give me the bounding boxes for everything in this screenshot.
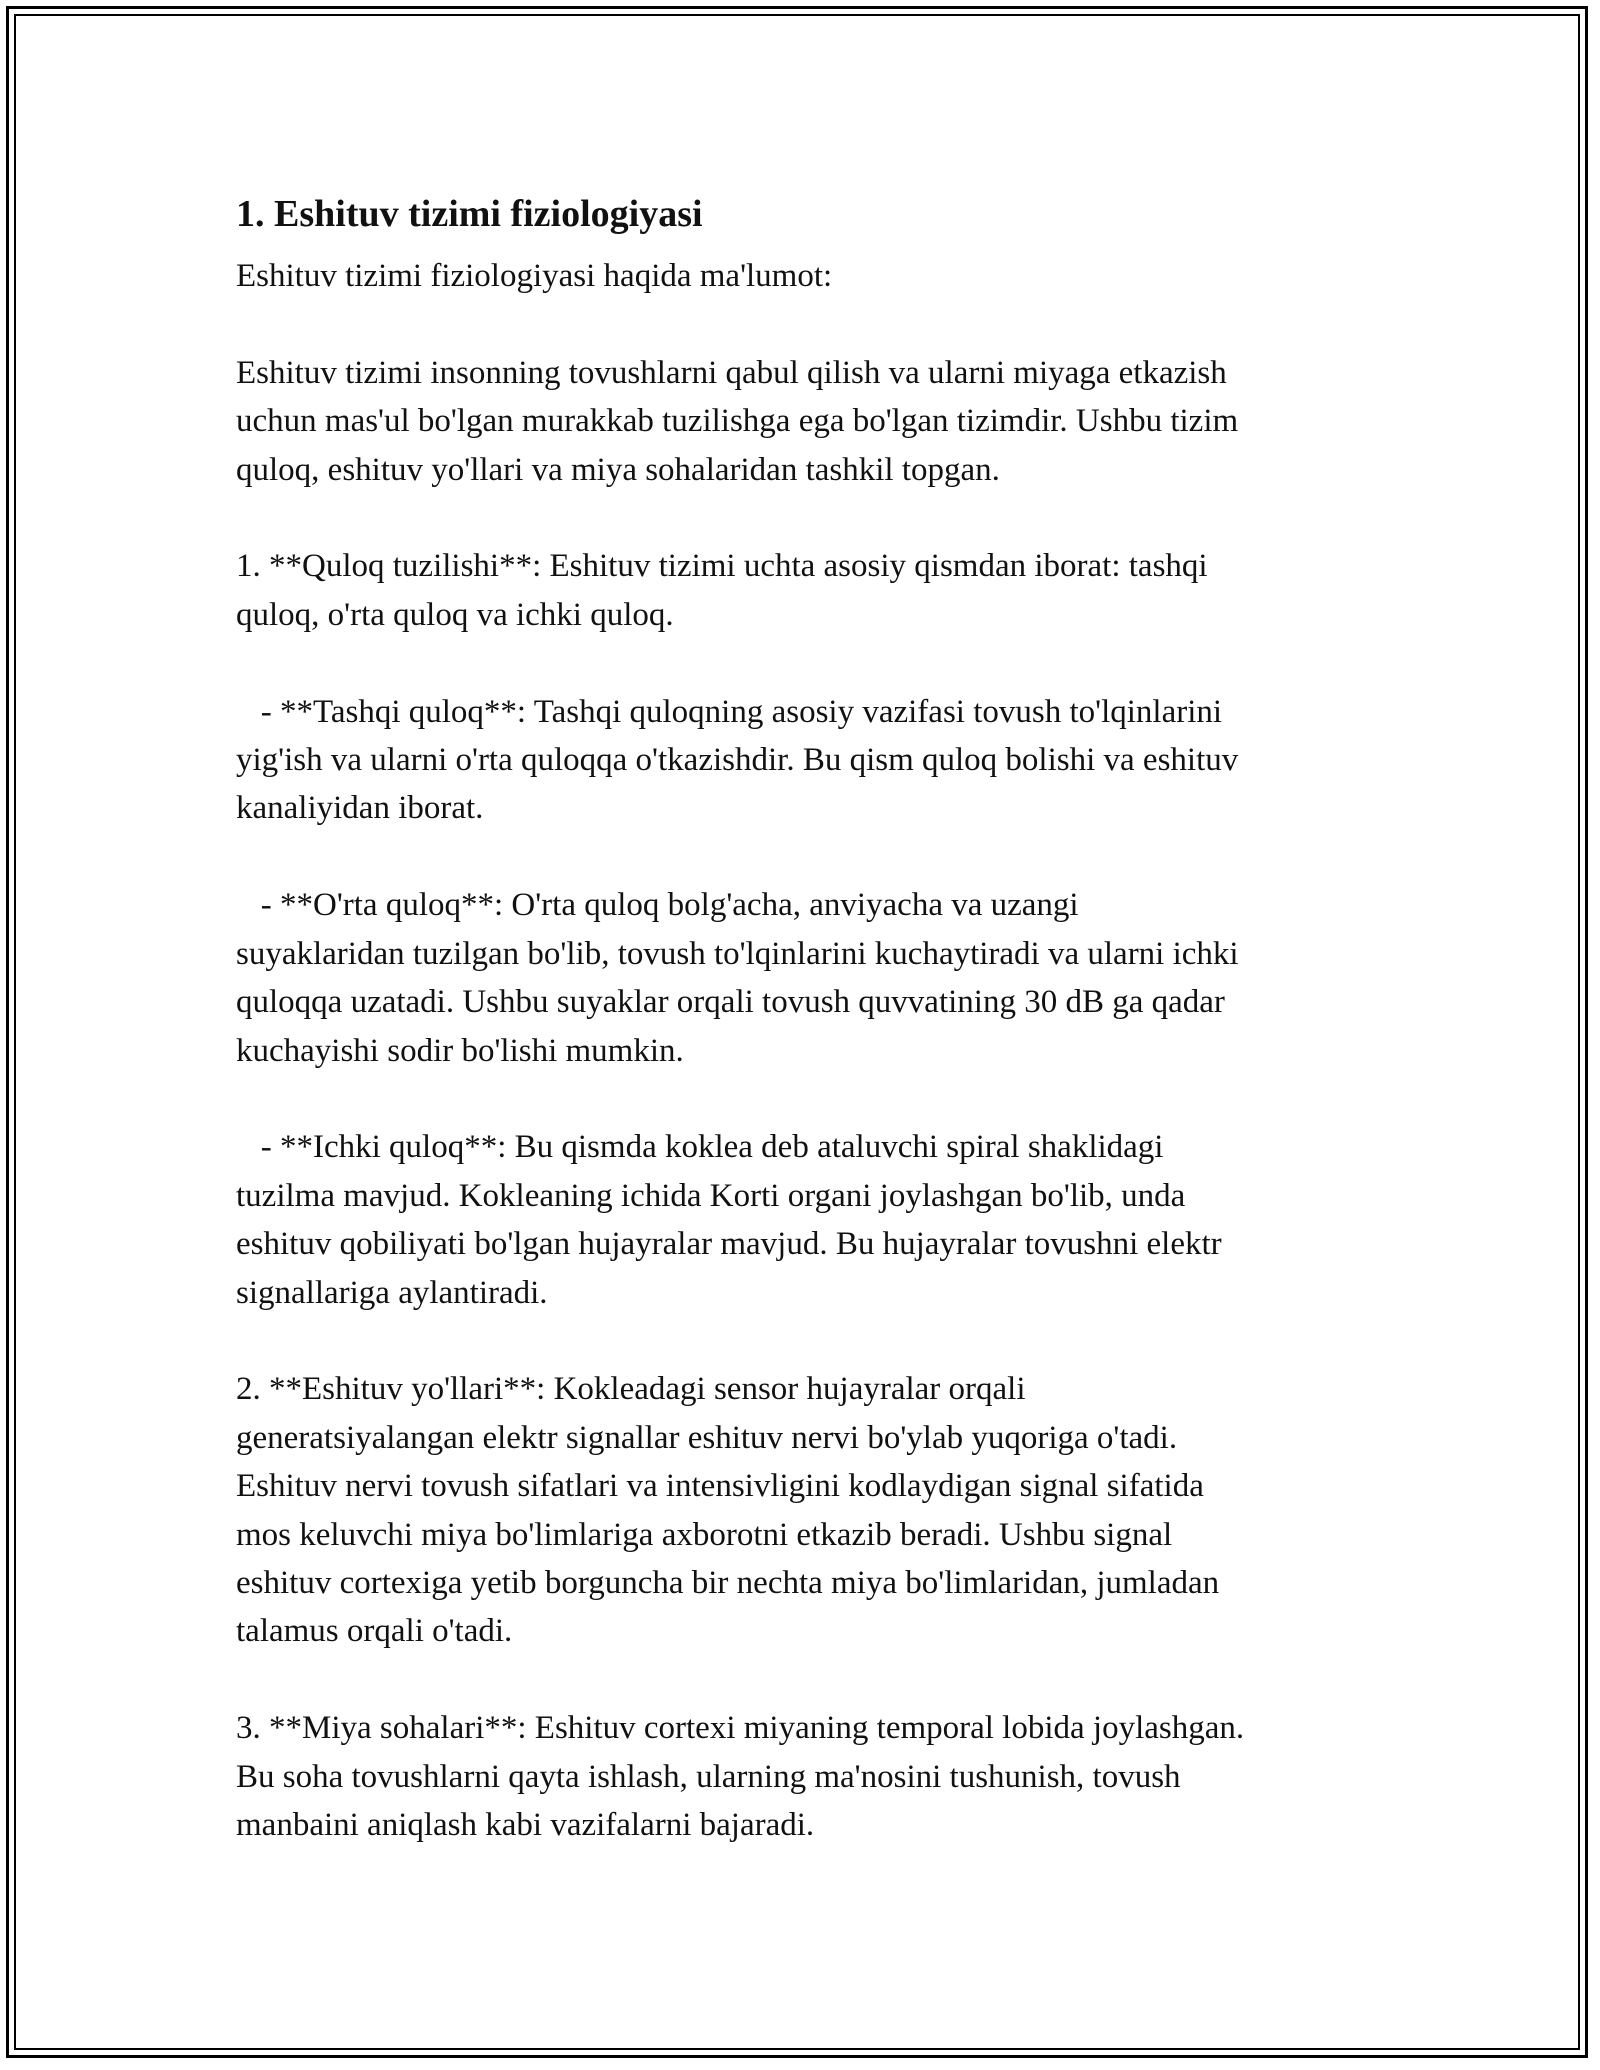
document-body: Eshituv tizimi fiziologiyasi haqida ma'lumot: Eshituv tizimi insonning tovushlarni qabul qilish va ularni miyaga etkazish uchun mas'ul bo'lgan murakkab tuzilishga ega bo'lgan tizimdir. Ushbu tizim quloq, eshituv yo'llari va miya sohalaridan tashkil topgan. 1. **Quloq tuzilishi**: Eshituv tizimi uchta asosiy qismdan iborat: tashqi quloq, o'rta quloq va ichki quloq. - **Tashqi quloq**: Tashqi quloqning asosiy vazifasi tovush to'lqinlarini yig'ish va ularni o'rta quloqqa o'tkazishdir. Bu qism quloq bolishi va eshituv kanaliyidan iborat. - **O'rta quloq**: O'rta quloq bolg'acha, anviyacha va uzangi suyaklaridan tuzilgan bo'lib, tovush to'lqinlarini kuchaytiradi va ularni ichki quloqqa uzatadi. Ushbu suyaklar orqali tovush quvvatining 30 dB ga qadar kuchayishi sodir bo'lishi mumkin. - **Ichki quloq**: Bu qismda koklea deb ataluvchi spiral shaklidagi tuzilma mavjud. Kokleaning ichida Korti organi joylashgan bo'lib, unda eshituv qobiliyati bo'lgan hujayralar mavjud. Bu hujayralar tovushni elektr signallariga aylantiradi. 2. **Eshituv yo'llari**: Kokleadagi sensor hujayralar orqali generatsiyalangan elektr signallar eshituv nervi bo'ylab yuqoriga o'tadi. Eshituv nervi tovush sifatlari va intensivligini kodlaydigan signal sifatida mos keluvchi miya bo'limlariga axborotni etkazib beradi. Ushbu signal eshituv cortexiga yetib borguncha bir nechta miya bo'limlaridan, jumladan talamus orqali o'tadi. 3. **Miya sohalari**: Eshituv cortexi miyaning temporal lobida joylashgan. Bu soha tovushlarni qayta ishlash, ularning ma'nosini tushunish, tovush manbaini aniqlash kabi vazifalarni bajaradi. (236, 258, 1245, 1843)
document-content (236, 186, 1386, 1849)
document-title: 1. Eshituv tizimi fiziologiyasi (236, 193, 703, 235)
